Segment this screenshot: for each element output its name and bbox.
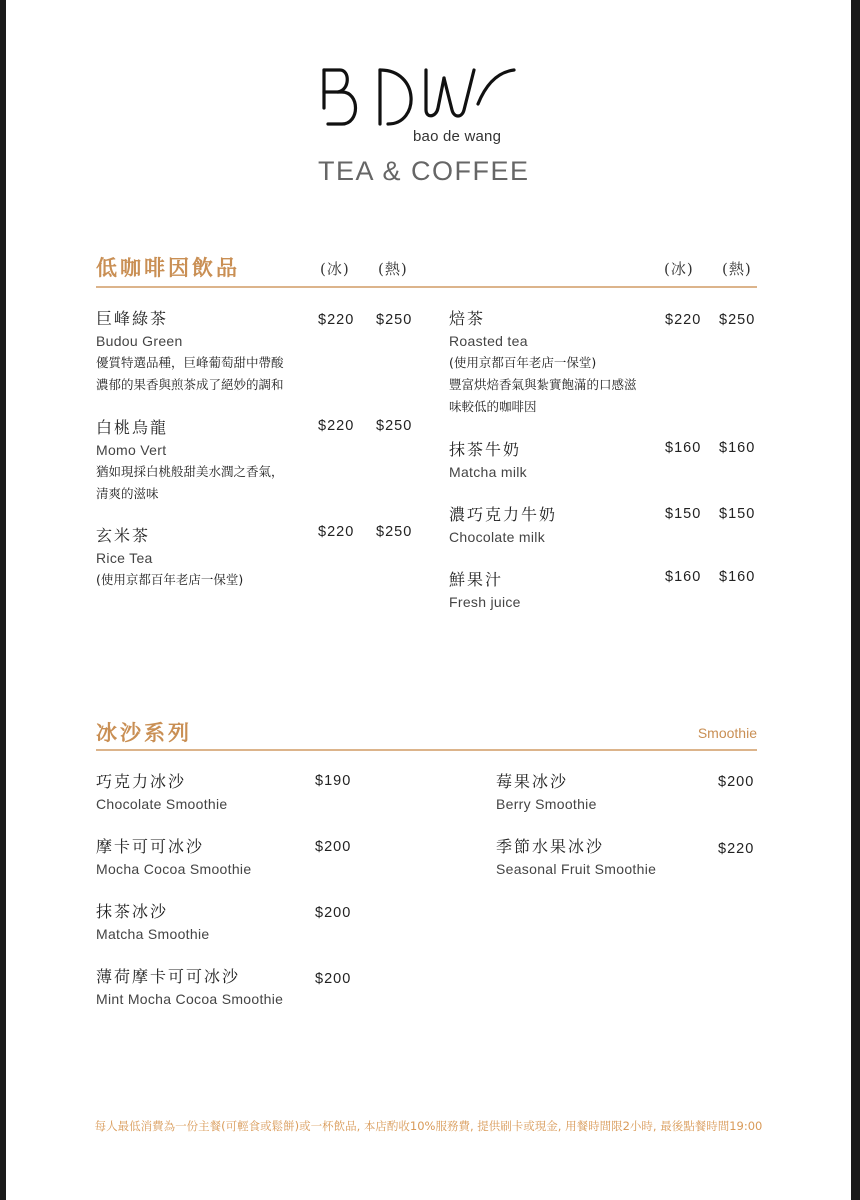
menu-item <box>496 771 597 815</box>
item-name-en: Seasonal Fruit Smoothie <box>496 861 657 877</box>
item-description: 味較低的咖啡因 <box>449 399 537 414</box>
item-name-zh: 季節水果冰沙 <box>496 837 605 856</box>
item-name-en: Mocha Cocoa Smoothie <box>96 861 252 877</box>
section-label-smoothie-en: Smoothie <box>697 725 757 741</box>
menu-item <box>449 439 527 483</box>
item-name-en: Matcha milk <box>449 464 527 480</box>
price-ice: $160 <box>665 440 702 456</box>
price-hot: $150 <box>719 506 756 522</box>
menu-item <box>96 966 283 1010</box>
item-name-en: Rice Tea <box>96 550 153 566</box>
menu-item <box>449 308 637 418</box>
section-rule <box>96 749 757 751</box>
brand-name: bao de wang <box>413 128 502 145</box>
item-name-zh: 抹茶冰沙 <box>96 902 169 921</box>
item-description: 清爽的滋味 <box>96 486 159 501</box>
price-ice: $220 <box>318 418 355 434</box>
item-name-en: Chocolate Smoothie <box>96 796 228 812</box>
col-head-ice-left: (冰) <box>320 260 350 278</box>
price: $200 <box>315 839 352 855</box>
menu-item <box>96 308 284 396</box>
price-ice: $220 <box>665 312 702 328</box>
footer-note: 每人最低消費為一份主餐(可輕食或鬆餅)或一杯飲品, 本店酌收10%服務費, 提供刷卡或現金, 用餐時間限2小時, 最後點餐時間19:00 <box>94 1119 763 1133</box>
item-description: (使用京都百年老店一保堂) <box>449 355 597 370</box>
menu-item <box>96 836 251 880</box>
item-name-zh: 鮮果汁 <box>449 570 504 589</box>
item-name-zh: 巨峰綠茶 <box>96 309 169 328</box>
item-description: 豐富烘焙香氣與紮實飽滿的口感滋 <box>449 377 637 392</box>
item-name-en: Fresh juice <box>449 594 521 610</box>
item-name-en: Chocolate milk <box>449 529 546 545</box>
price: $200 <box>718 774 755 790</box>
menu-page <box>6 0 851 1200</box>
price-ice: $150 <box>665 506 702 522</box>
item-name-en: Momo Vert <box>96 442 167 458</box>
price: $200 <box>315 971 352 987</box>
item-name-zh: 濃巧克力牛奶 <box>449 505 558 524</box>
col-head-hot-right: (熱) <box>722 260 752 278</box>
item-name-en: Roasted tea <box>449 333 528 349</box>
section-title-low-caffeine: 低咖啡因飲品 <box>96 255 240 280</box>
price-ice: $220 <box>318 524 355 540</box>
item-name-zh: 白桃烏龍 <box>96 418 169 437</box>
menu-item <box>449 569 521 613</box>
item-name-zh: 薄荷摩卡可可冰沙 <box>96 967 241 986</box>
brand-tagline: TEA & COFFEE <box>318 156 530 186</box>
price: $200 <box>315 905 352 921</box>
item-name-en: Budou Green <box>96 333 183 349</box>
item-name-en: Matcha Smoothie <box>96 926 210 942</box>
item-name-zh: 焙茶 <box>449 309 486 328</box>
price-hot: $160 <box>719 569 756 585</box>
item-name-zh: 抹茶牛奶 <box>449 440 522 459</box>
price: $190 <box>315 773 352 789</box>
item-name-zh: 莓果冰沙 <box>496 772 569 791</box>
item-description: 濃郁的果香與煎茶成了絕妙的調和 <box>96 377 284 392</box>
item-description: (使用京都百年老店一保堂) <box>96 572 244 587</box>
section-title-smoothie: 冰沙系列 <box>96 720 192 745</box>
section-rule <box>96 286 757 288</box>
price-ice: $220 <box>318 312 355 328</box>
price-hot: $250 <box>376 312 413 328</box>
menu-item <box>96 525 243 591</box>
item-name-en: Mint Mocha Cocoa Smoothie <box>96 991 284 1007</box>
item-description: 猶如現採白桃般甜美水潤之香氣， <box>96 464 284 479</box>
price: $220 <box>718 841 755 857</box>
price-hot: $250 <box>719 312 756 328</box>
item-name-zh: 玄米茶 <box>96 526 151 545</box>
item-description: 優質特選品種，巨峰葡萄甜中帶酸 <box>96 355 284 370</box>
menu-item <box>96 771 227 815</box>
col-head-ice-right: (冰) <box>664 260 694 278</box>
price-hot: $250 <box>376 524 413 540</box>
menu-item <box>96 901 209 945</box>
menu-item <box>449 504 557 548</box>
price-hot: $250 <box>376 418 413 434</box>
menu-item <box>496 836 656 880</box>
menu-item <box>96 417 284 505</box>
item-name-zh: 摩卡可可冰沙 <box>96 837 205 856</box>
price-ice: $160 <box>665 569 702 585</box>
item-name-en: Berry Smoothie <box>496 796 597 812</box>
col-head-hot-left: (熱) <box>378 260 408 278</box>
item-name-zh: 巧克力冰沙 <box>96 772 187 791</box>
price-hot: $160 <box>719 440 756 456</box>
